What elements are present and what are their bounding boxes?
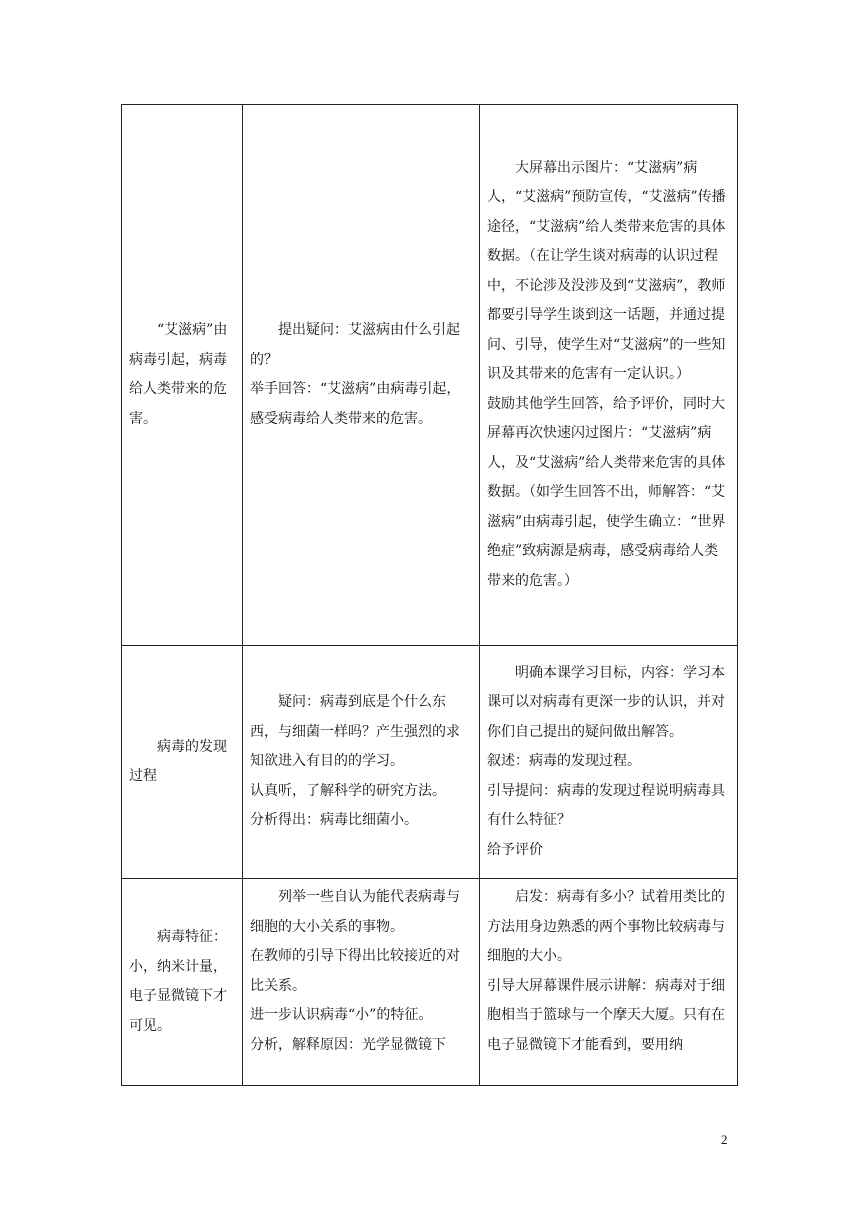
table-row: [122, 879, 738, 1086]
topic-cell: [122, 646, 243, 879]
topic-text: 病毒特征：小，纳米计量，电子显微镜下才可见。: [129, 929, 227, 1034]
page-number: 2: [721, 1132, 728, 1147]
topic-cell: [122, 879, 243, 1086]
student-text: 认真听，了解科学的研究方法。: [250, 782, 446, 799]
student-activity-cell: [243, 646, 480, 879]
student-text: 分析得出：病毒比细菌小。: [250, 812, 418, 829]
topic-text: 病毒的发现过程: [129, 738, 227, 784]
lesson-table: [121, 104, 738, 1086]
student-text: 分析，解释原因：光学显微镜下: [250, 1036, 446, 1053]
student-text: 疑问：病毒到底是个什么东西，与细菌一样吗？产生强烈的求知欲进入有目的的学习。: [250, 694, 460, 770]
table-row: [122, 105, 738, 646]
teacher-activity-cell: [480, 646, 738, 879]
student-text: 进一步认识病毒“小”的特征。: [250, 1007, 433, 1023]
teacher-text: 大屏幕出示图片：“艾滋病”病人，“艾滋病”预防宣传，“艾滋病”传播途径，“艾滋病”给人类带来危害的具体数据。（在让学生谈对病毒的认识过程中，不论涉及没涉及到“艾滋病”，教师都要引导学生谈到这一话题，并通过提问、引导，使学生对“艾滋病”的一些知识及其带来的危害有一定认识。）: [487, 159, 726, 383]
teacher-text: 给予评价: [487, 841, 543, 858]
teacher-text: 鼓励其他学生回答，给予评价，同时大屏幕再次快速闪过图片：“艾滋病”病人，及“艾滋病”给人类带来危害的具体数据。（如学生回答不出，师解答：“艾滋病”由病毒引起，使学生确立：“世界绝症”致病源是病毒，感受病毒给人类带来的危害。）: [487, 395, 726, 589]
teacher-text: 叙述：病毒的发现过程。: [487, 753, 641, 770]
teacher-text: 明确本课学习目标，内容：学习本课可以对病毒有更深一步的认识，并对你们自己提出的疑问做出解答。: [487, 664, 725, 740]
student-text: 在教师的引导下得出比较接近的对比关系。: [250, 948, 460, 994]
table-row: [122, 646, 738, 879]
teacher-text: 启发：病毒有多小？试着用类比的方法用身边熟悉的两个事物比较病毒与细胞的大小。: [487, 889, 725, 964]
student-text: 列举一些自认为能代表病毒与细胞的大小关系的事物。: [250, 889, 460, 935]
topic-cell: [122, 105, 243, 646]
student-activity-cell: [243, 105, 480, 646]
student-activity-cell: [243, 879, 480, 1086]
student-text: 提出疑问：艾滋病由什么引起的？: [250, 322, 460, 368]
teacher-activity-cell: [480, 879, 738, 1086]
teacher-text: 引导提问：病毒的发现过程说明病毒具有什么特征？: [487, 782, 725, 829]
teacher-text: 引导大屏幕课件展示讲解：病毒对于细胞相当于篮球与一个摩天大厦。只有在电子显微镜下才能看到，要用纳: [487, 977, 725, 1053]
topic-text: “艾滋病”由病毒引起，病毒给人类带来的危害。: [129, 322, 228, 427]
teacher-activity-cell: [480, 105, 738, 646]
student-text: 举手回答：“艾滋病”由病毒引起，感受病毒给人类带来的危害。: [250, 381, 461, 427]
